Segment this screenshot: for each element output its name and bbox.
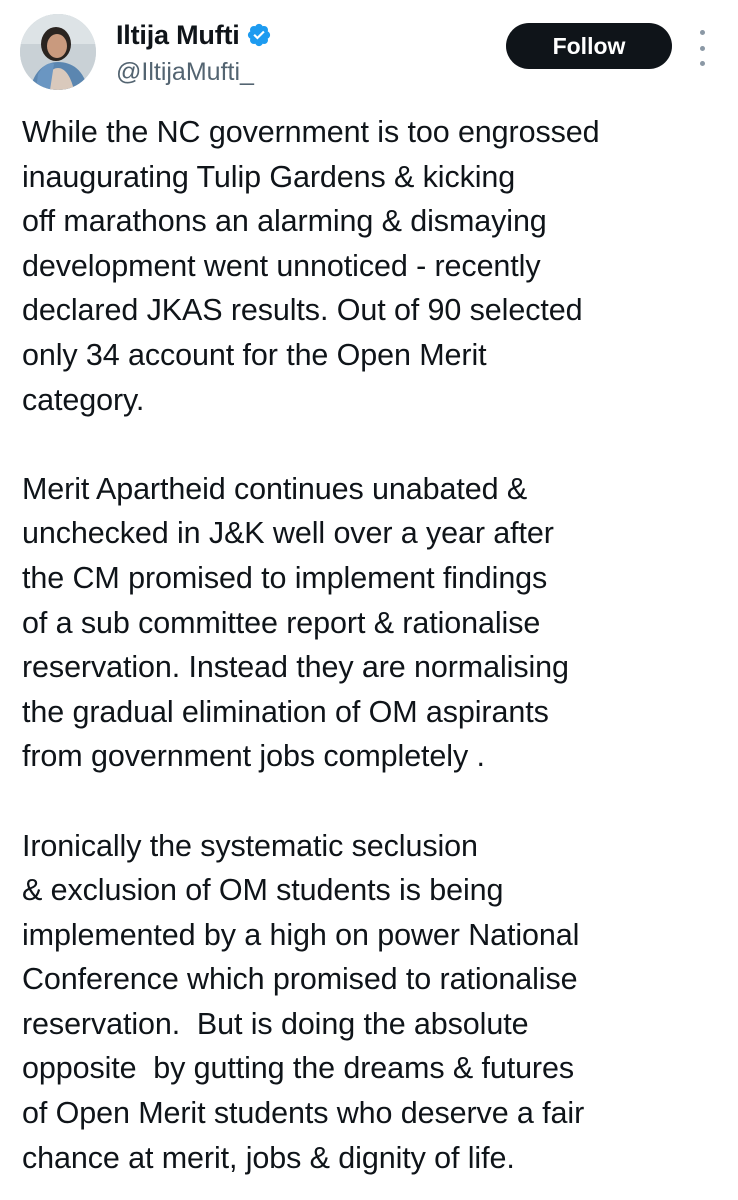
tweet-paragraph-2 [22,467,722,779]
text-line: development went unnoticed - recently [22,248,541,283]
text-line: reservation. But is doing the absolute [22,1006,529,1041]
text-line: Merit Apartheid continues unabated & [22,471,528,506]
verified-badge-icon [246,22,272,48]
text-line: chance at merit, jobs & dignity of life. [22,1140,515,1175]
text-line: of a sub committee report & rationalise [22,605,541,640]
paragraph-gap [22,779,722,824]
text-line: the gradual elimination of OM aspirants [22,694,549,729]
text-line: declared JKAS results. Out of 90 selected [22,293,583,328]
tweet-paragraph-3 [22,824,722,1181]
name-row [116,18,272,52]
more-options-icon[interactable] [692,30,712,66]
tweet-header [0,0,738,100]
text-line: While the NC government is too engrossed [22,115,600,149]
text-line: the CM promised to implement findings [22,560,548,595]
display-name[interactable]: Iltija Mufti [116,19,240,50]
text-line: & exclusion of OM students is being [22,873,504,908]
avatar[interactable] [20,14,96,90]
text-line: reservation. Instead they are normalising [22,650,569,685]
text-line: off marathons an alarming & dismaying [22,204,547,239]
paragraph-gap [22,422,722,467]
tweet-text [22,110,722,1180]
text-line: only 34 account for the Open Merit [22,337,487,372]
profile-photo [20,14,96,90]
text-line: Ironically the systematic seclusion [22,828,478,863]
text-line: category. [22,382,145,417]
text-line: implemented by a high on power National [22,917,580,952]
follow-button[interactable]: Follow [506,23,672,69]
text-line: Conference which promised to rationalise [22,962,578,997]
text-line: unchecked in J&K well over a year after [22,516,554,551]
text-line: opposite by gutting the dreams & futures [22,1051,575,1086]
author-block [116,18,272,87]
text-line: of Open Merit students who deserve a fair [22,1096,585,1131]
text-line: from government jobs completely . [22,739,485,774]
tweet-paragraph-1 [22,110,722,422]
author-handle[interactable]: @IltijaMufti_ [116,58,254,86]
text-line: inaugurating Tulip Gardens & kicking [22,159,516,194]
